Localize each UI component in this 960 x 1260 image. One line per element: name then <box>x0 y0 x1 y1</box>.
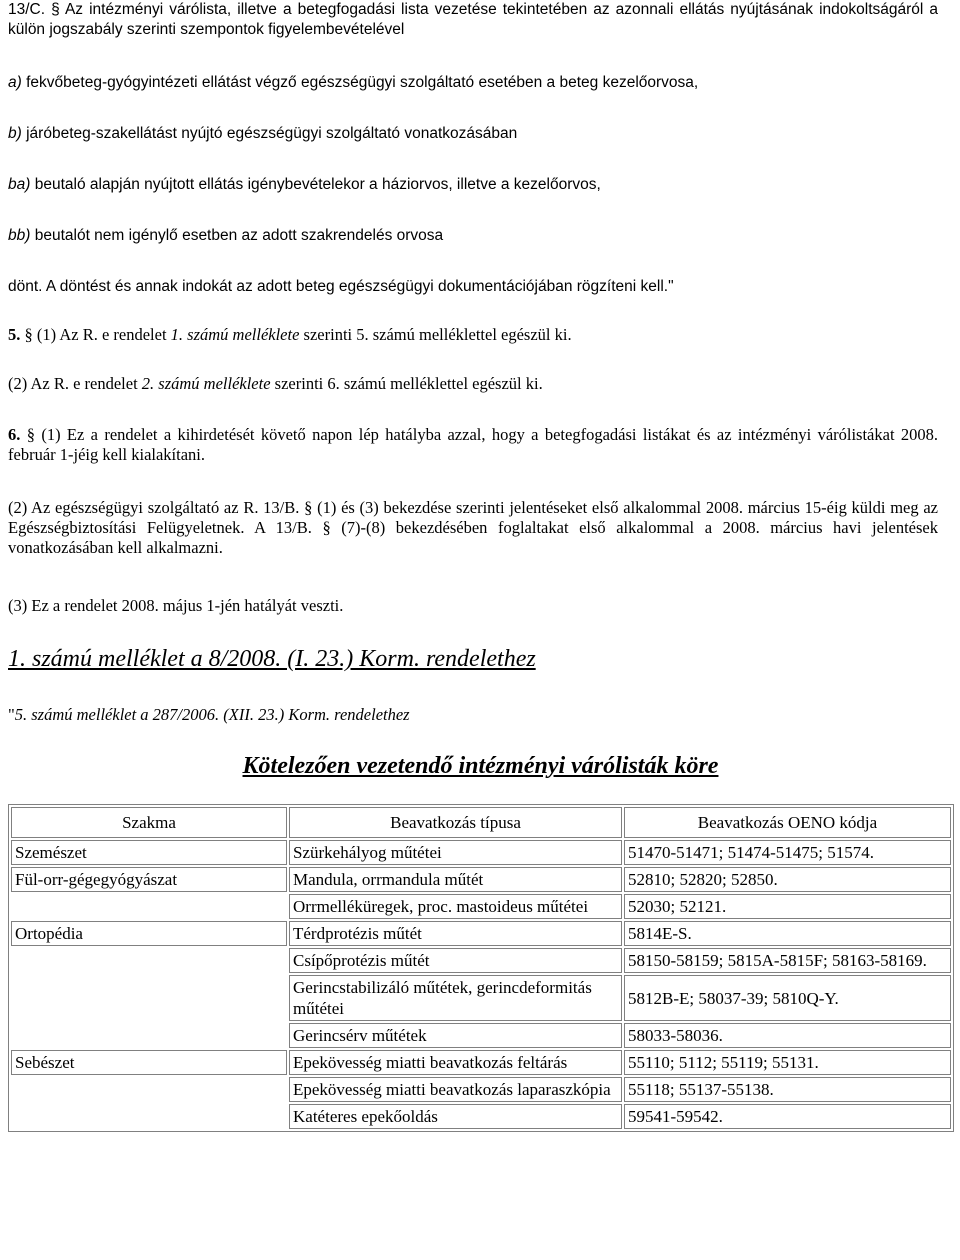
cell-specialty <box>11 1023 287 1048</box>
table-row <box>11 1104 951 1129</box>
s5p2-text-c: szerinti 6. számú melléklettel egészül ki. <box>274 374 543 393</box>
decision-sentence: dönt. A döntést és annak indokát az adott beteg egészségügyi dokumentációjában rögzíteni kell." <box>8 278 674 295</box>
s5p1-text-c: szerinti 5. számú melléklettel egészül ki. <box>303 325 572 344</box>
cell-specialty <box>11 975 287 1021</box>
cell-code: 52810; 52820; 52850. <box>624 867 951 892</box>
table-row <box>11 894 951 919</box>
cell-code: 52030; 52121. <box>624 894 951 919</box>
item-bb <box>8 226 443 246</box>
cell-specialty <box>11 894 287 919</box>
section-6-number: 6. <box>8 425 21 444</box>
section-5-number: 5. <box>8 325 21 344</box>
cell-procedure: Gerincsérv műtétek <box>289 1023 622 1048</box>
table-row <box>11 948 951 973</box>
paragraph-number: 13/C. <box>8 1 46 18</box>
item-b-label: b) <box>8 125 22 142</box>
table-header-row <box>11 807 951 838</box>
s6p1-text: (1) Ez a rendelet a kihirdetését követő napon lép hatályba azzal, hogy a betegfogadási listákat és az intézményi várólistákat 2008. február 1-jéig kell kialakítani. <box>8 425 939 464</box>
cell-code: 5812B-E; 58037-39; 5810Q-Y. <box>624 975 951 1021</box>
table-row <box>11 840 951 865</box>
annex-subtitle <box>8 705 410 725</box>
item-ba-text: beutaló alapján nyújtott ellátás igénybevételekor a háziorvos, illetve a kezelőorvos, <box>34 176 601 193</box>
cell-code: 55110; 5112; 55119; 55131. <box>624 1050 951 1075</box>
cell-code: 5814E-S. <box>624 921 951 946</box>
section-sign: § <box>26 425 35 444</box>
cell-specialty: Fül-orr-gégegyógyászat <box>11 867 287 892</box>
cell-procedure: Epekövesség miatti beavatkozás laparaszkópia <box>289 1077 622 1102</box>
cell-procedure: Térdprotézis műtét <box>289 921 622 946</box>
cell-specialty: Szemészet <box>11 840 287 865</box>
cell-code: 59541-59542. <box>624 1104 951 1129</box>
paragraph-13c <box>8 0 938 40</box>
cell-procedure: Orrmelléküregek, proc. mastoideus műtétei <box>289 894 622 919</box>
annex-subtitle-text: 5. számú melléklet a 287/2006. (XII. 23.) Korm. rendelethez <box>14 705 410 724</box>
section-6-paragraph-2: (2) Az egészségügyi szolgáltató az R. 13/B. § (1) és (3) bekezdése szerinti jelentéseket első alkalommal 2008. március 15-éig küldi meg az Egészségbiztosítási Felügyeletnek. A 13/B. § (7)-(8) bekezdésében foglaltakat első alkalommal a 2008. március havi jelentések vonatkozásában kell alkalmazni. <box>8 498 938 557</box>
s5p1-text-a: (1) Az R. e rendelet <box>36 325 167 344</box>
paragraph-text: Az intézményi várólista, illetve a betegfogadási lista vezetése tekintetében az azonnali ellátás nyújtásának indokoltságáról a külön jogszabály szerinti szempontok figyelembevételével <box>8 1 939 38</box>
table-row <box>11 921 951 946</box>
table-row <box>11 1023 951 1048</box>
cell-specialty <box>11 1104 287 1129</box>
cell-specialty: Sebészet <box>11 1050 287 1075</box>
cell-code: 58150-58159; 5815A-5815F; 58163-58169. <box>624 948 951 973</box>
table-row <box>11 867 951 892</box>
section-6-paragraph-3: (3) Ez a rendelet 2008. május 1-jén hatályát veszti. <box>8 596 344 615</box>
cell-procedure: Epekövesség miatti beavatkozás feltárás <box>289 1050 622 1075</box>
item-b <box>8 124 517 144</box>
annex-title-link[interactable]: 1. számú melléklet a 8/2008. (I. 23.) Korm. rendelethez <box>8 646 536 672</box>
cell-code: 51470-51471; 51474-51475; 51574. <box>624 840 951 865</box>
item-a-text: fekvőbeteg-gyógyintézeti ellátást végző egészségügyi szolgáltató esetében a beteg kezelőorvosa, <box>26 74 699 91</box>
cell-code: 55118; 55137-55138. <box>624 1077 951 1102</box>
table-row <box>11 975 951 1021</box>
annex-subtitle-quote: " <box>8 705 15 724</box>
item-b-text: járóbeteg-szakellátást nyújtó egészségügyi szolgáltató vonatkozásában <box>26 125 518 142</box>
item-ba-label: ba) <box>8 176 31 193</box>
item-a-label: a) <box>8 74 22 91</box>
s5p1-annex-ref: 1. számú melléklete <box>170 325 300 344</box>
cell-specialty <box>11 1077 287 1102</box>
cell-procedure: Csípőprotézis műtét <box>289 948 622 973</box>
section-6-paragraph-1 <box>8 425 938 465</box>
table-row <box>11 1077 951 1102</box>
cell-procedure: Gerincstabilizáló műtétek, gerincdeformitás műtétei <box>289 975 622 1021</box>
section-5-paragraph-1 <box>8 325 572 345</box>
cell-procedure: Mandula, orrmandula műtét <box>289 867 622 892</box>
item-ba <box>8 175 601 195</box>
item-a <box>8 73 698 93</box>
header-beavatkozas-tipusa: Beavatkozás típusa <box>289 807 622 838</box>
s5p2-annex-ref: 2. számú melléklete <box>141 374 271 393</box>
header-oeno-kod: Beavatkozás OENO kódja <box>624 807 951 838</box>
s5p2-text-a: (2) Az R. e rendelet <box>8 374 138 393</box>
section-sign: § <box>51 1 60 18</box>
item-bb-label: bb) <box>8 227 31 244</box>
waiting-list-table <box>8 804 954 1132</box>
section-5-paragraph-2 <box>8 374 543 394</box>
cell-specialty <box>11 948 287 973</box>
cell-specialty: Ortopédia <box>11 921 287 946</box>
item-bb-text: beutalót nem igénylő esetben az adott szakrendelés orvosa <box>34 227 444 244</box>
table-row <box>11 1050 951 1075</box>
header-szakma: Szakma <box>11 807 287 838</box>
cell-procedure: Szürkehályog műtétei <box>289 840 622 865</box>
annex-heading: Kötelezően vezetendő intézményi várólisták köre <box>242 753 719 779</box>
cell-procedure: Katéteres epekőoldás <box>289 1104 622 1129</box>
cell-code: 58033-58036. <box>624 1023 951 1048</box>
section-sign: § <box>24 325 33 344</box>
